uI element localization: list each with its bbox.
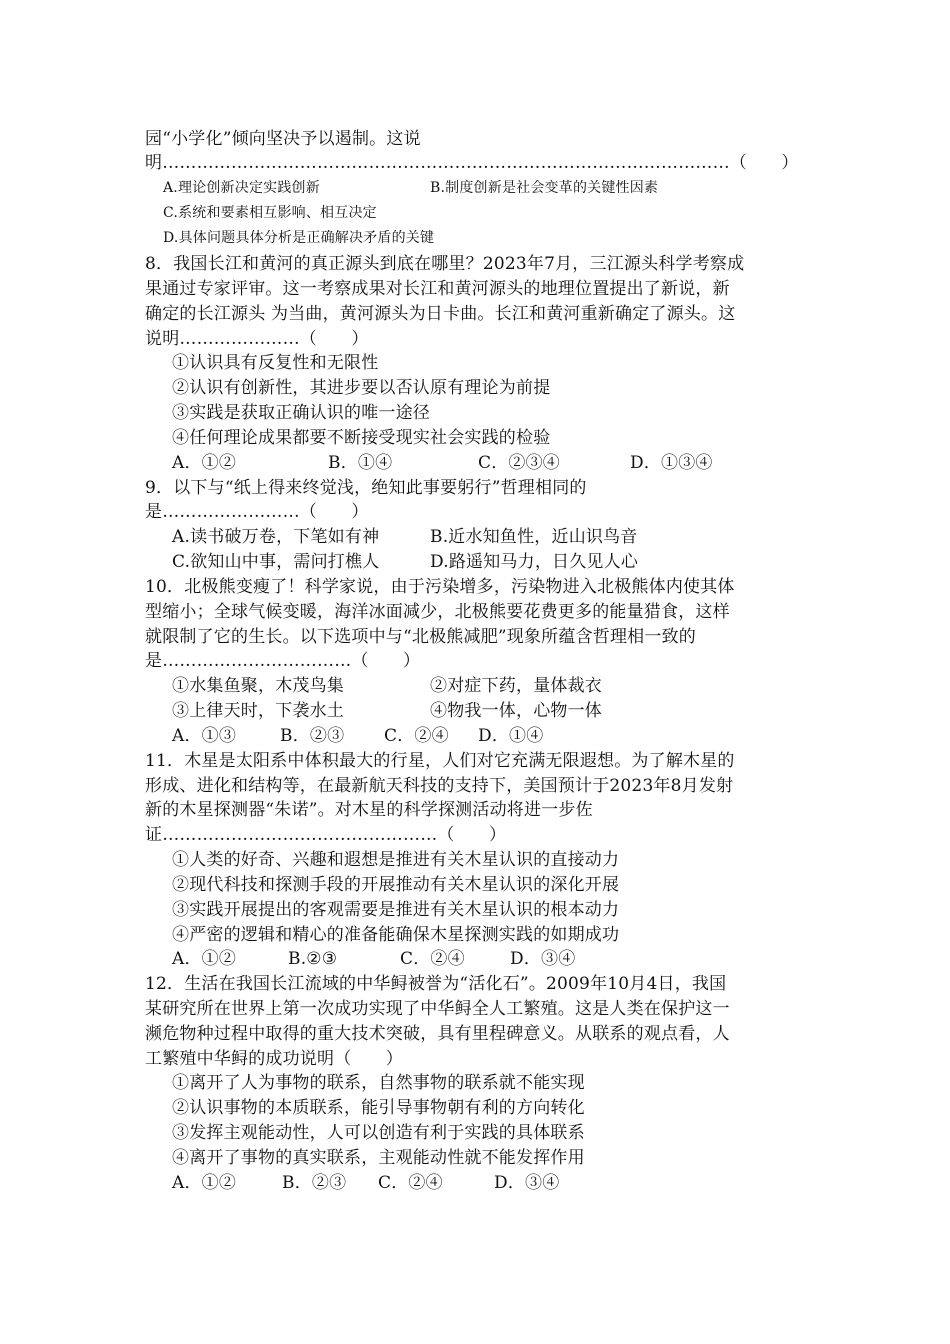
q7-option-c: C.系统和要素相互影响、相互决定 xyxy=(163,205,377,221)
q8-stem-line: 确定的长江源头 为当曲，黄河源头为日卡曲。长江和黄河重新确定了源头。这 xyxy=(145,304,736,324)
q8-choice-c: C．②③④ xyxy=(478,453,561,473)
q10-stem-line: 10．北极熊变瘦了！科学家说，由于污染增多，污染物进入北极熊体内使其体 xyxy=(145,577,735,597)
q7-option-b: B.制度创新是社会变革的关键性因素 xyxy=(430,180,659,196)
q9-option-c: C.欲知山中事，需问打樵人 xyxy=(172,552,380,572)
q8-choice-b: B．①④ xyxy=(328,453,393,473)
q10-choice-d: D．①④ xyxy=(478,726,544,746)
q12-stem-line: 濒危物种过程中取得的重大技术突破，具有里程碑意义。从联系的观点看，人 xyxy=(145,1024,730,1044)
q10-statement: ③上律天时，下袭水土 xyxy=(172,701,344,721)
q12-statement: ③发挥主观能动性，人可以创造有利于实践的具体联系 xyxy=(172,1123,585,1143)
q8-stem-line: 说明…………………（ ） xyxy=(145,329,369,349)
q10-choice-a: A．①③ xyxy=(172,726,237,746)
q12-choice-b: B．②③ xyxy=(282,1173,347,1193)
q7-stem-line: 明………………………………………………………………………………………（ ） xyxy=(145,153,799,173)
q10-choice-b: B．②③ xyxy=(280,726,345,746)
q10-stem-line: 型缩小；全球气候变暖，海洋冰面减少，北极熊要花费更多的能量猎食，这样 xyxy=(145,602,730,622)
q12-statement: ①离开了人为事物的联系，自然事物的联系就不能实现 xyxy=(172,1073,585,1093)
q12-stem-line: 工繁殖中华鲟的成功说明（ ） xyxy=(145,1049,403,1069)
q11-stem-line: 证…………………………………………（ ） xyxy=(145,825,507,845)
q10-statement: ①水集鱼聚，木茂鸟集 xyxy=(172,676,344,696)
q8-choice-a: A．①② xyxy=(172,453,237,473)
q7-option-a: A.理论创新决定实践创新 xyxy=(163,180,320,196)
q8-statement: ②认识有创新性，其进步要以否认原有理论为前提 xyxy=(172,378,551,398)
q8-stem-line: 果通过专家评审。这一考察成果对长江和黄河源头的地理位置提出了新说，新 xyxy=(145,279,730,299)
q9-option-b: B.近水知鱼性，近山识鸟音 xyxy=(430,527,638,547)
q10-statement: ④物我一体，心物一体 xyxy=(430,701,602,721)
q12-stem-line: 12．生活在我国长江流域的中华鲟被誉为“活化石”。2009年10月4日，我国 xyxy=(145,974,727,994)
q8-stem-line: 8．我国长江和黄河的真正源头到底在哪里？2023年7月，三江源头科学考察成 xyxy=(145,254,745,274)
q9-stem-line: 是……………………（ ） xyxy=(145,502,369,522)
q11-stem-line: 形成、进化和结构等，在最新航天科技的支持下，美国预计于2023年8月发射 xyxy=(145,776,734,796)
q8-statement: ①认识具有反复性和无限性 xyxy=(172,353,379,373)
q12-choice-c: C．②④ xyxy=(378,1173,443,1193)
q12-stem-line: 某研究所在世界上第一次成功实现了中华鲟全人工繁殖。这是人类在保护这一 xyxy=(145,999,730,1019)
q12-choice-d: D．③④ xyxy=(494,1173,560,1193)
q9-option-a: A.读书破万卷，下笔如有神 xyxy=(172,527,380,547)
q7-option-d: D.具体问题具体分析是正确解决矛盾的关键 xyxy=(163,230,435,246)
q11-choice-b: B.②③ xyxy=(288,949,338,969)
q11-statement: ④严密的逻辑和精心的准备能确保木星探测实践的如期成功 xyxy=(172,925,620,945)
q8-statement: ④任何理论成果都要不断接受现实社会实践的检验 xyxy=(172,428,551,448)
q11-choice-c: C．②④ xyxy=(400,949,465,969)
q11-stem-line: 新的木星探测器“朱诺”。对木星的科学探测活动将进一步佐 xyxy=(145,800,593,820)
q9-stem-line: 9．以下与“纸上得来终觉浅，绝知此事要躬行”哲理相同的 xyxy=(145,478,587,498)
q8-statement: ③实践是获取正确认识的唯一途径 xyxy=(172,403,430,423)
q10-statement: ②对症下药，量体裁衣 xyxy=(430,676,602,696)
q12-statement: ②认识事物的本质联系，能引导事物朝有利的方向转化 xyxy=(172,1098,585,1118)
q11-statement: ③实践开展提出的客观需要是推进有关木星认识的根本动力 xyxy=(172,900,620,920)
q11-statement: ②现代科技和探测手段的开展推动有关木星认识的深化开展 xyxy=(172,875,620,895)
q11-choice-d: D．③④ xyxy=(510,949,576,969)
q9-option-d: D.路遥知马力，日久见人心 xyxy=(430,552,639,572)
q7-stem-line: 园“小学化”倾向坚决予以遏制。这说 xyxy=(145,129,421,149)
q11-statement: ①人类的好奇、兴趣和遐想是推进有关木星认识的直接动力 xyxy=(172,850,620,870)
q10-choice-c: C．②④ xyxy=(384,726,449,746)
q12-statement: ④离开了事物的真实联系，主观能动性就不能发挥作用 xyxy=(172,1148,585,1168)
q11-choice-a: A．①② xyxy=(172,949,237,969)
q10-stem-line: 就限制了它的生长。以下选项中与“北极熊减肥”现象所蕴含哲理相一致的 xyxy=(145,627,696,647)
q8-choice-d: D．①③④ xyxy=(630,453,713,473)
q11-stem-line: 11．木星是太阳系中体积最大的行星，人们对它充满无限遐想。为了解木星的 xyxy=(145,751,735,771)
q10-stem-line: 是……………………………（ ） xyxy=(145,651,421,671)
q12-choice-a: A．①② xyxy=(172,1173,237,1193)
